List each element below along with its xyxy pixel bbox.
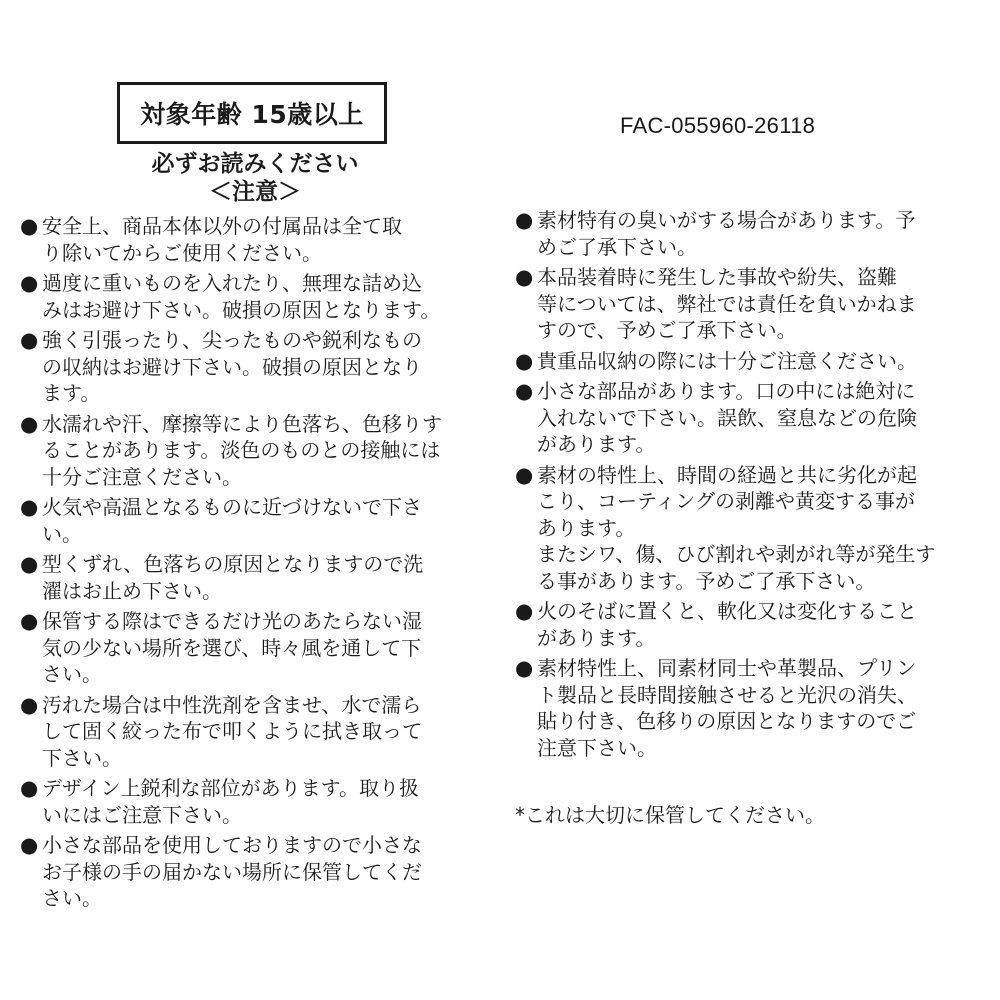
- caution-item-text: 汚れた場合は中性洗剤を含ませ、水で濡ら して固く絞った布で叩くように拭き取って 下さい。: [42, 692, 422, 770]
- caution-item-text: 小さな部品があります。口の中には絶対に 入れないで下さい。誤飲、窒息などの危険 があります。: [537, 379, 917, 456]
- caution-item-text: 本品装着時に発生した事故や紛失、盗難 等については、弊社では責任を負いかねま すので、予めご了承下さい。: [537, 265, 917, 342]
- caution-item: [515, 378, 995, 458]
- caution-list-left: [20, 213, 498, 916]
- bullet-icon: ●: [20, 776, 39, 800]
- bullet-icon: ●: [515, 348, 534, 373]
- caution-item-text: 水濡れや汗、摩擦等により色落ち、色移りす ることがあります。淡色のものとの接触には 十分ご注意ください。: [42, 411, 442, 489]
- footnote: *これは大切に保管してください。: [515, 803, 825, 827]
- bullet-icon: ●: [515, 265, 534, 289]
- caution-item-text: 火気や高温となるものに近づけないで下さ い。: [42, 495, 422, 546]
- caution-item-text: 保管する際はできるだけ光のあたらない湿 気の少ない場所を選び、時々風を通して下 さい。: [42, 609, 422, 686]
- bullet-icon: ●: [515, 208, 534, 232]
- caution-item-text: 小さな部品を使用しておりますので小さな お子様の手の届かない場所に保管してくだ さい。: [42, 833, 422, 910]
- caution-item: [515, 348, 995, 375]
- bullet-icon: ●: [20, 495, 39, 519]
- age-rating-box: [117, 82, 387, 144]
- caution-item-text: 安全上、商品本体以外の付属品は全て取 り除いてからご使用ください。: [42, 214, 402, 265]
- bullet-icon: ●: [20, 609, 39, 633]
- caution-item: [515, 598, 995, 651]
- caution-item-text: デザイン上鋭利な部位があります。取り扱 いにはご注意下さい。: [42, 776, 419, 827]
- bullet-icon: ●: [515, 656, 534, 680]
- caution-item: [20, 327, 498, 407]
- caution-item: [515, 655, 995, 761]
- caution-item-text: 強く引張ったり、尖ったものや鋭利なもの の収納はお避け下さい。破損の原因となり ます。: [42, 328, 422, 405]
- caution-item: [20, 692, 498, 772]
- caution-item-text: 過度に重いものを入れたり、無理な詰め込 みはお避け下さい。破損の原因となります。: [42, 271, 441, 322]
- caution-item: [515, 462, 995, 595]
- bullet-icon: ●: [20, 328, 39, 352]
- bullet-icon: ●: [20, 214, 39, 238]
- caution-item: [20, 213, 498, 266]
- caution-list-right: [515, 207, 995, 765]
- bullet-icon: ●: [20, 271, 39, 295]
- caution-item: [20, 832, 498, 912]
- bullet-icon: ●: [515, 462, 534, 487]
- bullet-icon: ●: [515, 379, 534, 403]
- bullet-icon: ●: [20, 692, 39, 717]
- caution-item: [20, 411, 498, 491]
- caution-item-text: 型くずれ、色落ちの原因となりますので洗 濯はお止め下さい。: [42, 552, 424, 603]
- bullet-icon: ●: [20, 411, 39, 436]
- caution-item: [515, 207, 995, 260]
- notice-title: 必ずお読みください: [151, 151, 359, 177]
- product-code: FAC-055960-26118: [620, 113, 816, 138]
- age-rating-label: 対象年齢 15歳以上: [140, 100, 364, 129]
- notice-heading: [137, 150, 373, 206]
- caution-item-text: 火のそばに置くと、軟化又は変化すること があります。: [537, 599, 917, 650]
- caution-item-text: 素材特有の臭いがする場合があります。予 めご了承下さい。: [537, 208, 916, 259]
- bullet-icon: ●: [515, 599, 534, 623]
- caution-item: [515, 264, 995, 344]
- caution-item-text: 貴重品収納の際には十分ご注意ください。: [537, 348, 917, 373]
- caution-item-text: 素材の特性上、時間の経過と共に劣化が起 こり、コーティングの剥離や黄変する事が あります。 またシワ、傷、ひび割れや剥がれ等が発生す る事があります。予めご了承下さい。: [537, 462, 936, 593]
- caution-item: [20, 608, 498, 688]
- bullet-icon: ●: [20, 833, 39, 857]
- caution-item-text: 素材特性上、同素材同士や革製品、プリン ト製品と長時間接触させると光沢の消失、 貼り付き、色移りの原因となりますのでご 注意下さい。: [537, 656, 917, 760]
- caution-item: [20, 551, 498, 604]
- caution-item: [20, 775, 498, 828]
- caution-item: [20, 494, 498, 547]
- caution-item: [20, 270, 498, 323]
- notice-subtitle: ＜注意＞: [209, 179, 301, 205]
- bullet-icon: ●: [20, 552, 39, 576]
